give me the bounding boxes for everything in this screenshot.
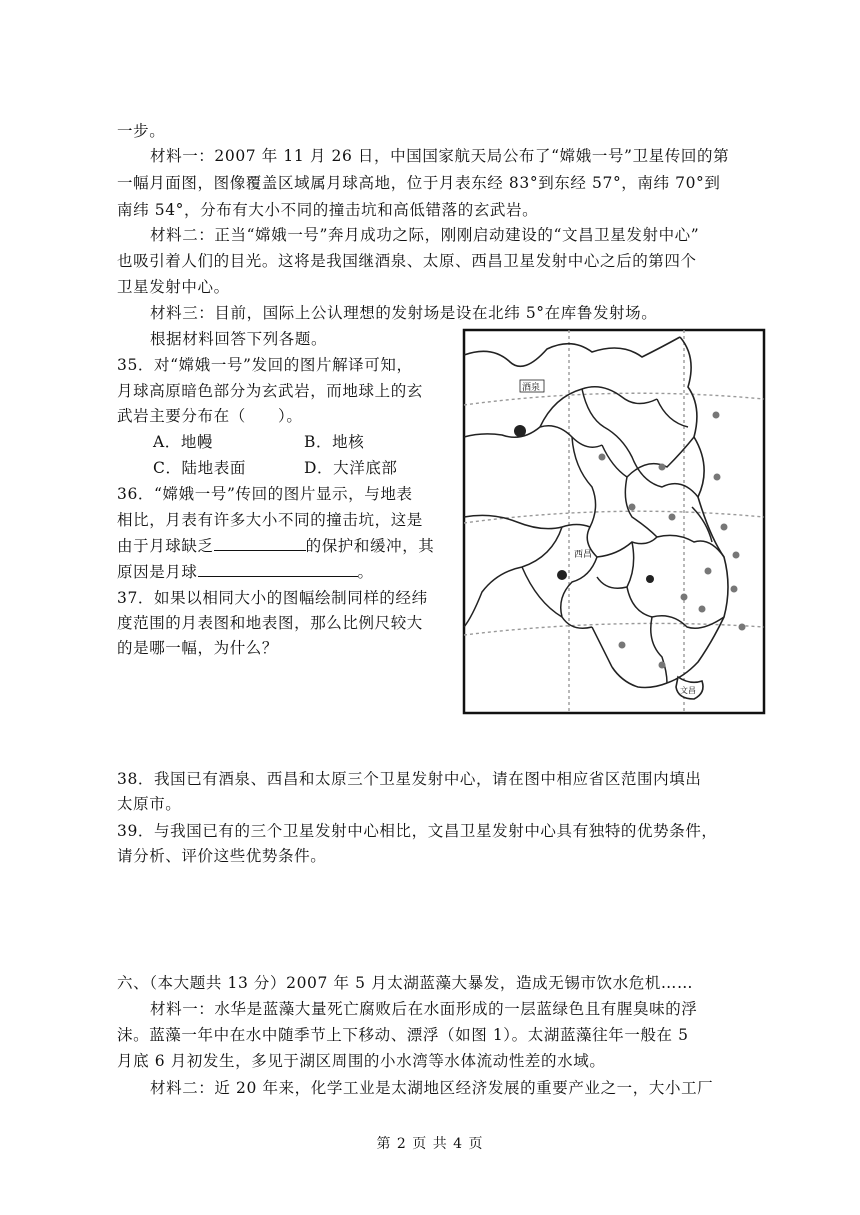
text-line: 武岩主要分布在（ ）。	[117, 407, 303, 425]
material-2: 材料二：正当“嫦娥一号”奔月成功之际，刚刚启动建设的“文昌卫星发射中心”	[150, 226, 700, 244]
question-38: 38．我国已有酒泉、西昌和太原三个卫星发射中心，请在图中相应省区范围内填出	[117, 770, 702, 788]
text-line: 月球高原暗色部分为玄武岩，而地球上的玄	[117, 382, 423, 400]
option-a: A．地幔	[153, 433, 214, 451]
text-segment: 由于月球缺乏	[117, 537, 214, 555]
question-36: 36．“嫦娥一号”传回的图片显示，与地表	[117, 485, 413, 503]
text-line	[117, 561, 374, 583]
text-line: 相比，月表有许多大小不同的撞击坑，这是	[117, 511, 423, 529]
china-map-figure	[462, 327, 768, 717]
text-line: 卫星发射中心。	[117, 278, 230, 296]
label-jiuquan: 酒泉	[522, 383, 541, 393]
text-line: 一步。	[117, 122, 166, 140]
page-footer: 第 2 页 共 4 页	[376, 1136, 484, 1152]
section-6-heading: 六、（本大题共 13 分）2007 年 5 月太湖蓝藻大暴发，造成无锡市饮水危机……	[117, 974, 694, 992]
material-1: 材料一：2007 年 11 月 26 日，中国国家航天局公布了“嫦娥一号”卫星传回的第	[150, 147, 730, 165]
material-3: 材料三：目前，国际上公认理想的发射场是设在北纬 5°在库鲁发射场。	[150, 304, 658, 322]
answer-blank[interactable]	[214, 536, 306, 551]
text-line: 请分析、评价这些优势条件。	[117, 847, 327, 865]
text-segment: 的保护和缓冲，其	[305, 537, 435, 555]
text-segment: 原因是月球	[117, 563, 198, 581]
text-line: 沫。蓝藻一年中在水中随季节上下移动、漂浮（如图 1）。太湖蓝藻往年一般在 5	[117, 1026, 689, 1044]
answer-blank[interactable]	[198, 562, 358, 577]
option-c: C．陆地表面	[153, 459, 246, 477]
text-line: 的是哪一幅，为什么？	[117, 639, 279, 657]
material-2: 材料二：近 20 年来，化学工业是太湖地区经济发展的重要产业之一，大小工厂	[150, 1079, 714, 1097]
question-35: 35．对“嫦娥一号”发回的图片解译可知，	[117, 356, 413, 374]
question-37: 37．如果以相同大小的图幅绘制同样的经纬	[117, 589, 428, 607]
text-line: 度范围的月表图和地表图，那么比例尺较大	[117, 614, 423, 632]
label-wenchang: 文昌	[680, 686, 696, 695]
text-line: 南纬 54°，分布有大小不同的撞击坑和高低错落的玄武岩。	[117, 201, 539, 219]
material-1: 材料一：水华是蓝藻大量死亡腐败后在水面形成的一层蓝绿色且有腥臭味的浮	[150, 1000, 698, 1018]
text-line: 也吸引着人们的目光。这将是我国继酒泉、太原、西昌卫星发射中心之后的第四个	[117, 252, 697, 270]
instruction: 根据材料回答下列各题。	[150, 330, 328, 348]
label-xichang: 西昌	[574, 550, 593, 560]
text-line: 太原市。	[117, 795, 182, 813]
text-line: 月底 6 月初发生，多见于湖区周围的小水湾等水体流动性差的水域。	[117, 1052, 606, 1070]
text-line	[117, 535, 434, 557]
text-line: 一幅月面图，图像覆盖区域属月球高地，位于月表东经 83°到东经 57°，南纬 70°到	[117, 174, 721, 192]
question-39: 39．与我国已有的三个卫星发射中心相比，文昌卫星发射中心具有独特的优势条件，	[117, 822, 718, 840]
text-segment: 。	[357, 563, 374, 581]
option-b: B．地核	[304, 433, 365, 451]
option-d: D．大洋底部	[304, 459, 398, 477]
